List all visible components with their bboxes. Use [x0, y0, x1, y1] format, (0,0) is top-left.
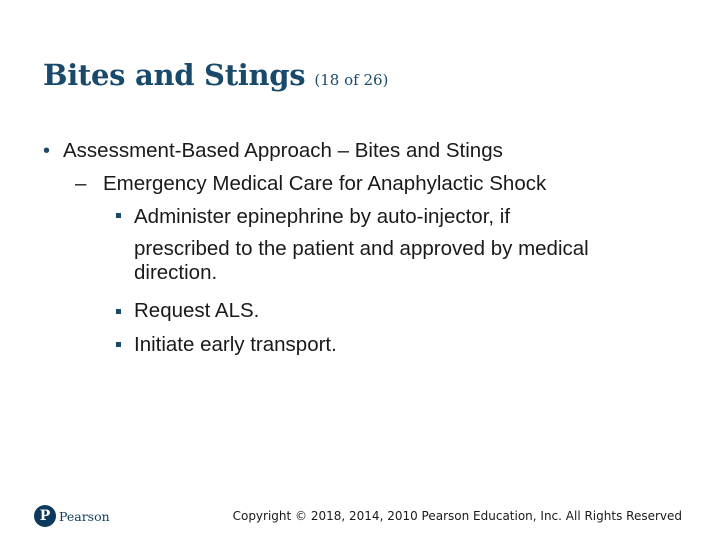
- pearson-logo: [34, 505, 110, 527]
- slide-title: [43, 58, 388, 92]
- pearson-wordmark: Pearson: [59, 508, 110, 524]
- title-counter: (18 of 26): [314, 71, 389, 89]
- bullet-text-level2: Emergency Medical Care for Anaphylactic Shock: [103, 172, 547, 195]
- bullet-text-level3: Initiate early transport.: [134, 333, 337, 356]
- square-bullet-icon: [116, 309, 121, 314]
- bullet-text-level3: Administer epinephrine by auto-injector, if: [134, 205, 511, 228]
- bullet-text-level3-cont: prescribed to the patient and approved by medical: [134, 237, 589, 260]
- pearson-logo-icon: P: [34, 505, 56, 527]
- square-bullet-icon: [116, 213, 121, 218]
- bullet-text-level3: Request ALS.: [134, 299, 260, 322]
- square-bullet-icon: [116, 342, 121, 347]
- bullet-text-level3-cont: direction.: [134, 261, 218, 284]
- bullet-text-level1: Assessment-Based Approach – Bites and Stings: [63, 139, 503, 162]
- bullet-level2: –: [75, 172, 87, 195]
- bullet-level1: •: [43, 140, 51, 162]
- copyright-notice: Copyright © 2018, 2014, 2010 Pearson Education, Inc. All Rights Reserved: [232, 509, 682, 523]
- title-text: Bites and Stings: [43, 58, 306, 92]
